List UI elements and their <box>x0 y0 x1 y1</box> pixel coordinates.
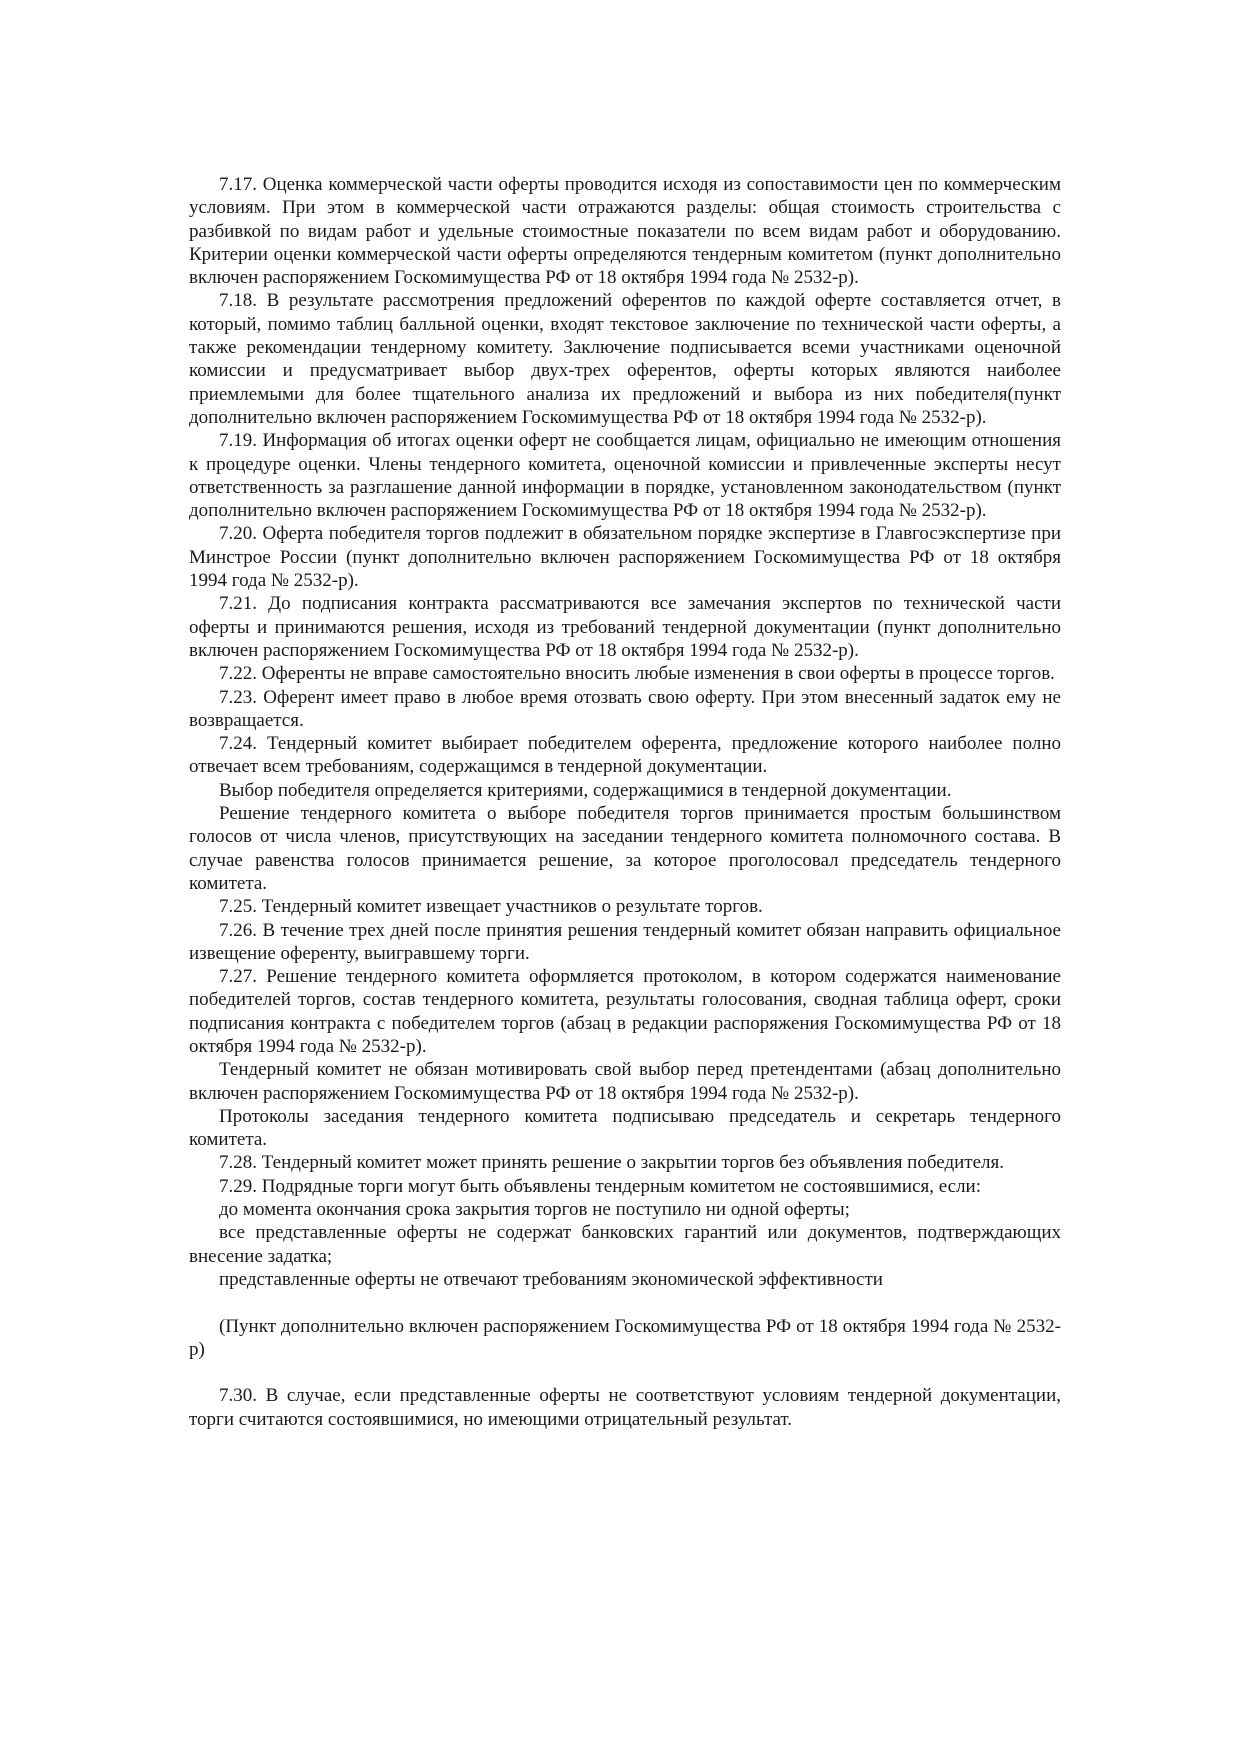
paragraph-7-18: 7.18. В результате рассмотрения предложений оферентов по каждой оферте составляется отчет, в который, помимо таблиц балльной оценки, входят текстовое заключение по технической части оферты, а также рекомендации тендерному комитету. Заключение подписывается всеми участниками оценочной комиссии и предусматривает выбор двух-трех оферентов, оферты которых являются наиболее приемлемыми для более тщательного анализа их предложений и выбора из них победителя(пункт дополнительно включен распоряжением Госкомимущества РФ от 18 октября 1994 года № 2532-р). <box>189 290 1061 428</box>
blank-line <box>189 1361 1061 1384</box>
paragraph-7-28: 7.28. Тендерный комитет может принять решение о закрытии торгов без объявления победителя. <box>219 1152 1004 1174</box>
paragraph-7-17: 7.17. Оценка коммерческой части оферты проводится исходя из сопоставимости цен по коммерческим условиям. При этом в коммерческой части отражаются разделы: общая стоимость строительства с разбивкой по видам работ и удельные стоимостные показатели по всем видам работ и оборудованию. Критерии оценки коммерческой части оферты определяются тендерным комитетом (пункт дополнительно включен распоряжением Госкомимущества РФ от 18 октября 1994 года № 2532-р). <box>189 174 1061 289</box>
paragraph-7-19: 7.19. Информация об итогах оценки оферт не сообщается лицам, официально не имеющим отношения к процедуре оценки. Члены тендерного комитета, оценочной комиссии и привлеченные эксперты несут ответственность за разглашение данной информации в порядке, установленном законодательством (пункт дополнительно включен распоряжением Госкомимущества РФ от 18 октября 1994 года № 2532-р). <box>189 430 1061 522</box>
paragraph-voting-decision: Решение тендерного комитета о выборе победителя торгов принимается простым большинством голосов от числа членов, присутствующих на заседании тендерного комитета полномочного состава. В случае равенства голосов принимается решение, за которое проголосовал председатель тендерного комитета. <box>189 803 1061 894</box>
paragraph-condition-no-offers: до момента окончания срока закрытия торгов не поступило ни одной оферты; <box>219 1199 850 1221</box>
paragraph-7-23: 7.23. Оферент имеет право в любое время отозвать свою оферту. При этом внесенный задаток ему не возвращается. <box>189 686 1061 731</box>
paragraph-winner-criteria: Выбор победителя определяется критериями, содержащимися в тендерной документации. <box>219 779 952 801</box>
paragraph-7-26: 7.26. В течение трех дней после принятия решения тендерный комитет обязан направить официальное извещение оференту, выигравшему торги. <box>189 919 1061 964</box>
paragraph-7-24: 7.24. Тендерный комитет выбирает победителем оферента, предложение которого наиболее полно отвечает всем требованиям, содержащимся в тендерной документации. <box>189 733 1061 778</box>
paragraph-no-motivation: Тендерный комитет не обязан мотивировать свой выбор перед претендентами (абзац дополнительно включен распоряжением Госкомимущества РФ от 18 октября 1994 года № 2532-р). <box>189 1059 1061 1104</box>
paragraph-condition-inefficient: представленные оферты не отвечают требованиям экономической эффективности <box>219 1268 883 1290</box>
paragraph-7-20: 7.20. Оферта победителя торгов подлежит в обязательном порядке экспертизе в Главгосэкспертизе при Минстрое России (пункт дополнительно включен распоряжением Госкомимущества РФ от 18 октября 1994 года № 2532-р). <box>189 523 1061 592</box>
paragraph-amendment-note: (Пункт дополнительно включен распоряжением Госкомимущества РФ от 18 октября 1994 года № 2532-р) <box>189 1315 1061 1360</box>
paragraph-7-25: 7.25. Тендерный комитет извещает участников о результате торгов. <box>219 896 763 918</box>
paragraph-7-29: 7.29. Подрядные торги могут быть объявлены тендерным комитетом не состоявшимися, если: <box>219 1175 982 1197</box>
paragraph-7-22: 7.22. Оференты не вправе самостоятельно вносить любые изменения в свои оферты в процессе торгов. <box>219 663 1055 685</box>
document-page <box>189 173 1061 1431</box>
paragraph-condition-no-guarantees: все представленные оферты не содержат банковских гарантий или документов, подтверждающих внесение задатка; <box>189 1222 1061 1267</box>
blank-line <box>189 1291 1061 1314</box>
paragraph-7-30: 7.30. В случае, если представленные оферты не соответствуют условиям тендерной документации, торги считаются состоявшимися, но имеющими отрицательный результат. <box>189 1385 1061 1430</box>
paragraph-7-27: 7.27. Решение тендерного комитета оформляется протоколом, в котором содержатся наименование победителей торгов, состав тендерного комитета, результаты голосования, сводная таблица оферт, сроки подписания контракта с победителем торгов (абзац в редакции распоряжения Госкомимущества РФ от 18 октября 1994 года № 2532-р). <box>189 966 1061 1057</box>
paragraph-7-21: 7.21. До подписания контракта рассматриваются все замечания экспертов по технической части оферты и принимаются решения, исходя из требований тендерной документации (пункт дополнительно включен распоряжением Госкомимущества РФ от 18 октября 1994 года № 2532-р). <box>189 593 1061 661</box>
paragraph-protocols: Протоколы заседания тендерного комитета подписываю председатель и секретарь тендерного комитета. <box>189 1105 1061 1151</box>
